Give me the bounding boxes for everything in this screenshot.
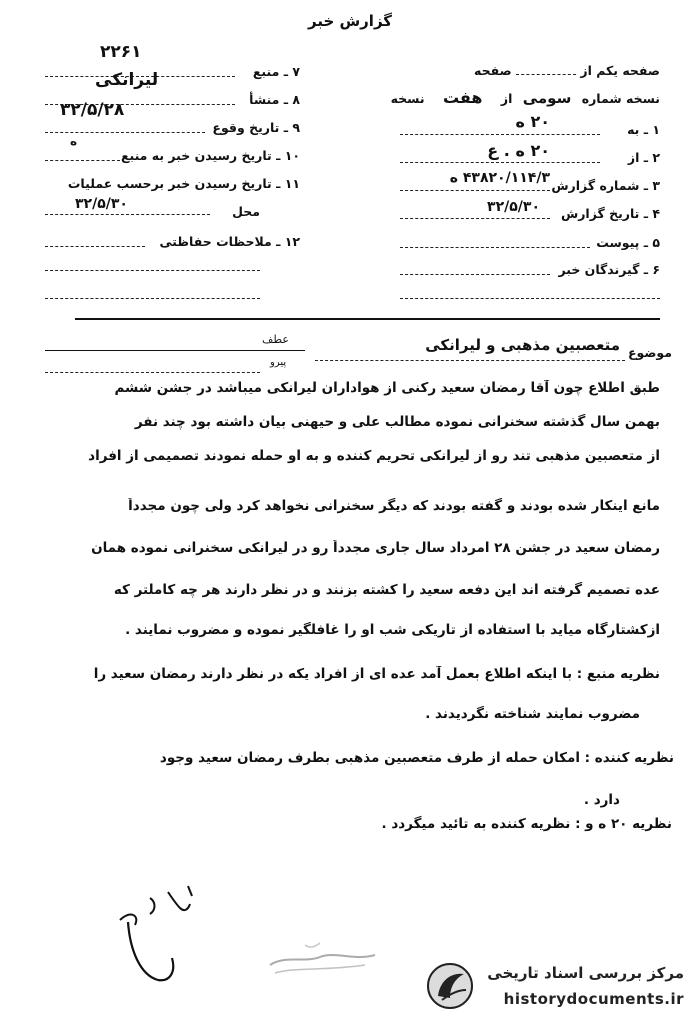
received-ops-label: ۱۱ ـ تاریخ رسیدن خبر برحسب عملیات — [67, 176, 300, 191]
body-line-8: نظریه منبع : با اینکه اطلاع بعمل آمد عده ای از افراد یکه در نظر دارند رمضان سعید را — [93, 666, 660, 682]
security-label: ۱۲ ـ ملاحظات حفاظتی — [159, 234, 300, 249]
event-date-label: ۹ ـ تاریخ وقوع — [212, 120, 300, 135]
recipients-dots-2 — [400, 298, 660, 299]
copy-of-label: از — [500, 91, 513, 106]
body-line-1: طبق اطلاع چون آقا رمضان سعید رکنی از هواداران لیرانکی میباشد در جشن ششم — [114, 380, 660, 396]
report-number-value: ۴۳۸۲۰/۱۱۴/۳ ه — [449, 170, 550, 186]
followup-label: پیرو — [270, 357, 287, 368]
copy-number-value: سومی — [522, 89, 572, 107]
to-value: ۲۰ ه — [515, 112, 550, 131]
received-source-dots — [45, 160, 120, 161]
report-date-label: ۴ ـ تاریخ گزارش — [560, 206, 660, 221]
page-label-text: صفحه یکم از — [580, 63, 660, 78]
body-line-6: عده تصمیم گرفته اند این دفعه سعید را کشته بزنند و در نظر دارند هر چه کاملتر که — [113, 582, 660, 598]
body-line-7: ازکشتارگاه میاید با استفاده از تاریکی شب او را غافلگیر نموده و مضروب نمایند . — [125, 622, 660, 638]
faded-stamp — [265, 935, 385, 975]
watermark-org: مرکز بررسی اسناد تاریخی — [487, 964, 684, 982]
opinion-line-1: نظریه کننده : امکان حمله از طرف متعصبین مذهبی بطرف رمضان سعید وجود — [159, 750, 674, 766]
body-line-2: بهمن سال گذشته سخنرانی نموده مطالب علی و حیهنی بیان داشته بود چند نفر — [134, 414, 660, 430]
to-label: ۱ ـ به — [627, 122, 660, 137]
security-dots-2 — [45, 270, 260, 271]
subject-label: موضوع — [627, 345, 672, 360]
opinion-line-2: دارد . — [583, 792, 620, 808]
received-ops-place-label: محل — [232, 204, 260, 219]
subject-dots — [315, 360, 625, 361]
copy-suffix-label: نسخه — [390, 91, 425, 106]
received-ops-dots — [45, 214, 210, 215]
copy-number-label: نسخه شماره — [581, 91, 660, 106]
copy-total-value: هفت — [442, 88, 483, 107]
report-number-dots — [400, 190, 550, 191]
watermark — [424, 956, 684, 1016]
subject-value: متعصبین مذهبی و لیرانکی — [425, 336, 620, 354]
event-date-dots — [45, 132, 205, 133]
body-line-5: رمضان سعید در جشن ۲۸ امرداد سال جاری مجدداً رو در لیرانکی سخنرانی نموده همان — [91, 540, 660, 556]
watermark-site: historydocuments.ir — [503, 990, 684, 1008]
from-value: ۲۰ ه . ع — [487, 141, 550, 160]
body-line-9: مضروب نمایند شناخته نگردیدند . — [425, 706, 640, 722]
origin-label: ۸ ـ منشأ — [249, 92, 300, 107]
header-divider — [75, 318, 660, 320]
origin-value: لیرانکی — [95, 70, 159, 90]
report-date-dots — [400, 218, 550, 219]
received-source-value: ه — [70, 134, 78, 148]
report-number-label: ۳ ـ شماره گزارش — [551, 178, 660, 193]
document-title: گزارش خبر — [307, 12, 393, 30]
source-label: ۷ ـ منبع — [252, 64, 300, 79]
security-dots-3 — [45, 298, 260, 299]
from-dots — [400, 162, 600, 163]
body-line-4: مانع اینکار شده بودند و گفته بودند که دیگر سخنرانی نخواهد کرد ولی چون مجدداً — [128, 498, 660, 514]
received-ops-value: ۳۲/۵/۳۰ — [75, 196, 128, 212]
received-source-label: ۱۰ ـ تاریخ رسیدن خبر به منبع — [120, 148, 300, 163]
attachment-dots — [400, 247, 590, 248]
body-line-3: از متعصبین مذهبی تند رو از لیرانکی تحریم کننده و به او حمله نمودند تصمیمی از افراد — [88, 448, 660, 464]
from-label: ۲ ـ از — [627, 150, 660, 165]
reference-divider — [45, 350, 305, 351]
security-dots — [45, 246, 145, 247]
page-dots — [516, 74, 576, 75]
recipients-label: ۶ ـ گیرندگان خبر — [558, 262, 660, 277]
watermark-logo-icon — [424, 960, 476, 1016]
page-label — [474, 63, 660, 78]
reference-dots — [45, 372, 260, 373]
to-dots — [400, 134, 600, 135]
copy-number-field — [391, 88, 660, 107]
recipients-dots — [400, 274, 550, 275]
event-date-value: ۳۲/۵/۲۸ — [60, 100, 125, 120]
attachment-label: ۵ ـ پیوست — [596, 235, 660, 250]
source-value: ۲۲۶۱ — [100, 42, 142, 62]
opinion-line-3: نظریه ۲۰ ه و : نظریه کننده به تائید میگردد . — [381, 816, 672, 832]
page-label-text2: صفحه — [473, 63, 512, 78]
report-date-value: ۳۲/۵/۳۰ — [487, 199, 540, 215]
reference-label: عطف — [262, 333, 289, 346]
handwritten-signature — [110, 880, 200, 990]
